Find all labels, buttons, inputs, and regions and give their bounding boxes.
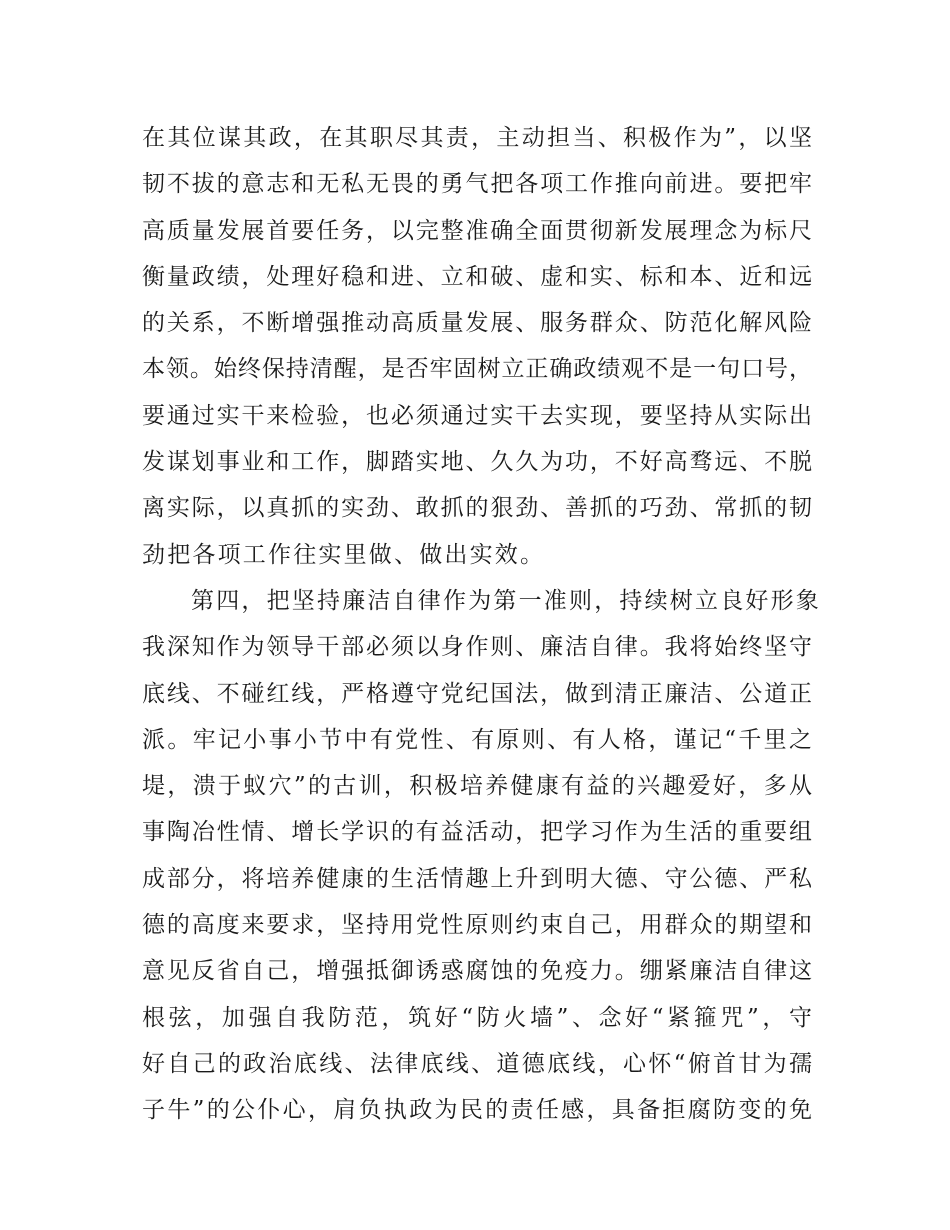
section-heading-line: 第四，把坚持廉洁自律作为第一准则，持续树立良好形象 xyxy=(191,588,821,614)
text-line: 德的高度来要求，坚持用党性原则约束自己，用群众的期望和 xyxy=(142,912,812,939)
text-line: 的关系，不断增强推动高质量发展、服务群众、防范化解风险 xyxy=(142,310,812,337)
text-line: 韧不拔的意志和无私无畏的勇气把各项工作推向前进。要把牢 xyxy=(142,171,812,198)
text-line: 事陶冶性情、增长学识的有益活动，把学习作为生活的重要组 xyxy=(142,819,812,846)
text-line: 底线、不碰红线，严格遵守党纪国法，做到清正廉洁、公道正 xyxy=(142,680,812,707)
text-line: 堤，溃于蚁穴”的古训，积极培养健康有益的兴趣爱好，多从 xyxy=(142,773,812,800)
text-line: 派。牢记小事小节中有党性、有原则、有人格，谨记“千里之 xyxy=(142,726,812,753)
text-line: 发谋划事业和工作，脚踏实地、久久为功，不好高骛远、不脱 xyxy=(142,449,812,476)
text-line: 子牛”的公仆心，肩负执政为民的责任感，具备拒腐防变的免 xyxy=(142,1097,812,1124)
text-line: 高质量发展首要任务，以完整准确全面贯彻新发展理念为标尺 xyxy=(142,217,812,244)
text-line: 成部分，将培养健康的生活情趣上升到明大德、守公德、严私 xyxy=(142,865,812,892)
paragraph-integrity-self-discipline xyxy=(142,578,821,1134)
paragraph-political-achievements xyxy=(142,115,812,578)
text-line: 根弦，加强自我防范，筑好“防火墙”、念好“紧箍咒”，守 xyxy=(142,1004,812,1031)
text-line-last: 劲把各项工作往实里做、做出实效。 xyxy=(142,541,546,568)
text-line: 离实际，以真抓的实劲、敢抓的狠劲、善抓的巧劲、常抓的韧 xyxy=(142,495,812,522)
text-line: 好自己的政治底线、法律底线、道德底线，心怀“俯首甘为孺 xyxy=(142,1050,812,1077)
text-line: 意见反省自己，增强抵御诱惑腐蚀的免疫力。绷紧廉洁自律这 xyxy=(142,958,812,985)
text-line: 我深知作为领导干部必须以身作则、廉洁自律。我将始终坚守 xyxy=(142,634,812,661)
text-line: 衡量政绩，处理好稳和进、立和破、虚和实、标和本、近和远 xyxy=(142,263,812,290)
text-line: 要通过实干来检验，也必须通过实干去实现，要坚持从实际出 xyxy=(142,402,812,429)
text-line: 在其位谋其政，在其职尽其责，主动担当、积极作为”，以坚 xyxy=(142,125,812,151)
text-line: 本领。始终保持清醒，是否牢固树立正确政绩观不是一句口号， xyxy=(142,356,812,383)
